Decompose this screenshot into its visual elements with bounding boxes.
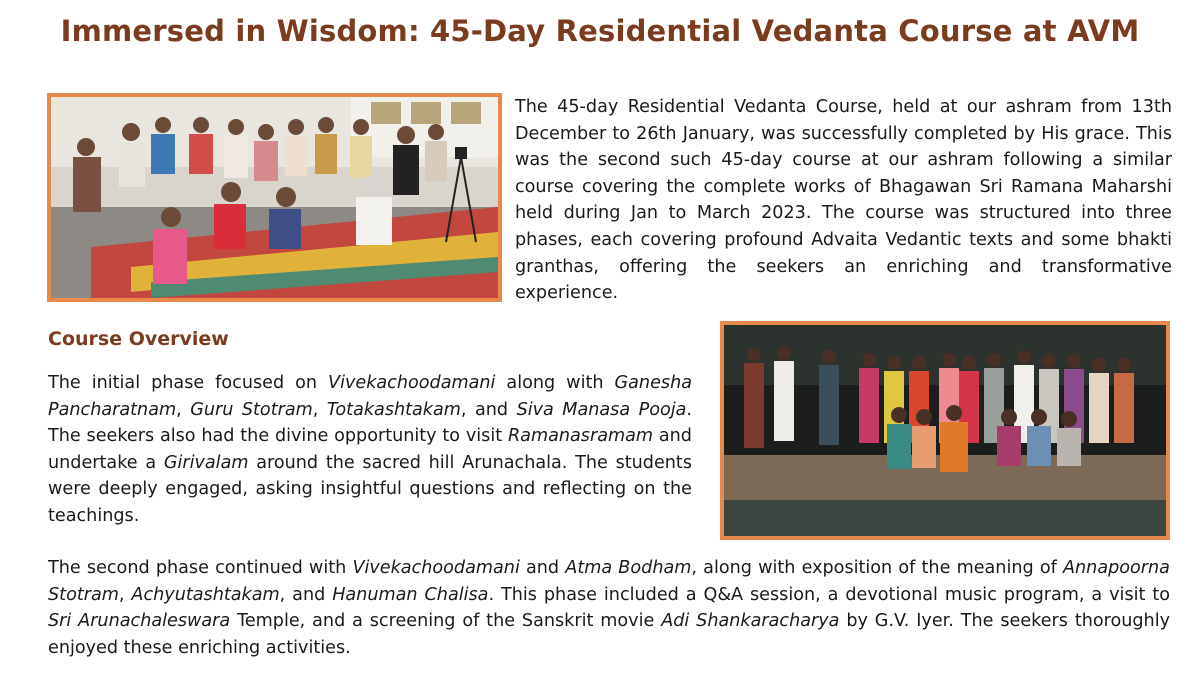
intro-paragraph: The 45-day Residential Vedanta Course, held at our ashram from 13th December to 26th January, was successfully completed by His grace. This was the second such 45-day course at our ashram following a similar course covering the complete works of Bhagawan Sri Ramana Maharshi held during Jan to March 2023. The course was structured into three phases, each covering profound Advaita Vedantic texts and some bhakti granthas, offering the seekers an enriching and transformative experience. <box>515 97 1172 304</box>
section-heading: Course Overview <box>48 328 229 350</box>
phase-two-paragraph: The second phase continued with Vivekachoodamani and Atma Bodham, along with exposition of the meaning of Annapoorna Stotram, Achyutashtakam, and Hanuman Chalisa. This phase included a Q&A session, a devotional music program, a visit to Sri Arunachaleswara Temple, and a screening of the Sanskrit movie Adi Shankaracharya by G.V. Iyer. The seekers thoroughly enjoyed these enriching activities. <box>48 558 1171 658</box>
class-session-photo <box>47 93 502 302</box>
group-photo <box>720 321 1170 540</box>
page-title: Immersed in Wisdom: 45-Day Residential Vedanta Course at AVM <box>60 14 1140 48</box>
phase-one-paragraph: The initial phase focused on Vivekachoodamani along with Ganesha Pancharatnam, Guru Stotram, Totakashtakam, and Siva Manasa Pooja. The seekers also had the divine opportunity to visit Ramanasramam and undertake a Girivalam around the sacred hill Arunachala. The students were deeply engaged, asking insightful questions and reflecting on the teachings. <box>48 373 693 526</box>
